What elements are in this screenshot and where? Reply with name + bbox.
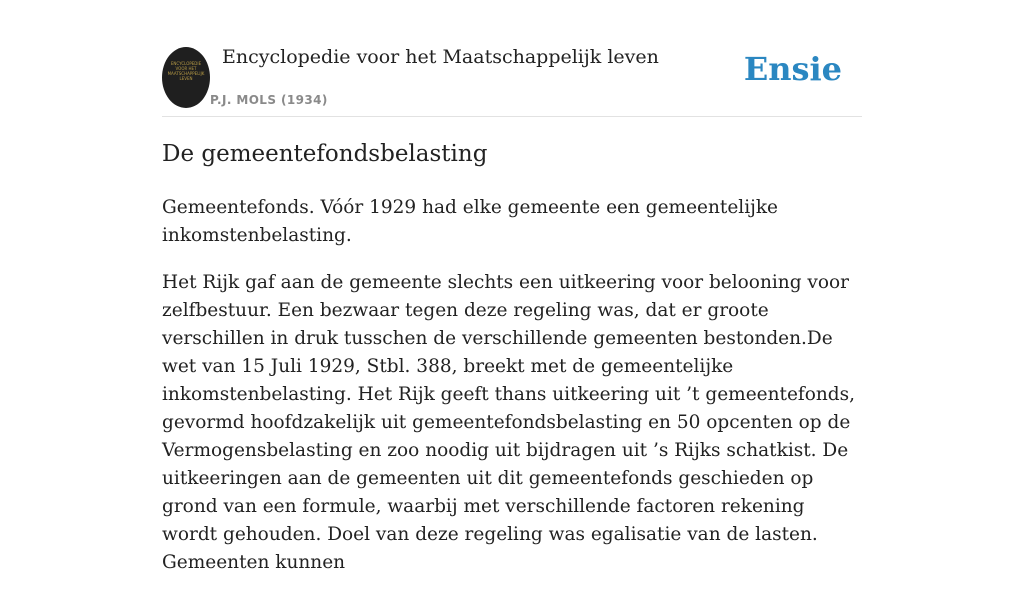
article-title: De gemeentefondsbelasting xyxy=(162,141,488,167)
publication-author-year: P.J. MOLS (1934) xyxy=(210,93,328,107)
article xyxy=(162,138,864,596)
publication-title[interactable]: Encyclopedie voor het Maatschappelijk leven xyxy=(222,46,659,68)
article-paragraph: Gemeentefonds. Vóór 1929 had elke gemeente een gemeentelijke inkomstenbelasting. xyxy=(162,197,779,246)
article-paragraph: Het Rijk gaf aan de gemeente slechts een uitkeering voor belooning voor zelfbestuur. Een bezwaar tegen deze regeling was, dat er groote verschillen in druk tusschen de verschillende gemeenten bestonden.De wet van 15 Juli 1929, Stbl. 388, breekt met de gemeentelijke inkomstenbelasting. Het Rijk geeft thans uitkeering uit ’t gemeentefonds, gevormd hoofdzakelijk uit gemeentefondsbelasting en 50 opcenten op de Vermogensbelasting en zoo noodig uit bijdragen uit ’s Rijks schatkist. De uitkeeringen aan de gemeenten uit dit gemeentefonds geschieden op grond van een formule, waarbij met verschillende factoren rekening wordt gehouden. Doel van deze regeling was egalisatie van de lasten. Gemeenten kunnen xyxy=(162,272,856,573)
ensie-logo-link[interactable]: Ensie xyxy=(743,50,842,88)
book-cover-title: ENCYCLOPEDIE VOOR HET MAATSCHAPPELIJK LEVEN xyxy=(167,61,205,81)
publication-header xyxy=(162,40,862,117)
book-cover-thumbnail[interactable] xyxy=(162,47,210,108)
